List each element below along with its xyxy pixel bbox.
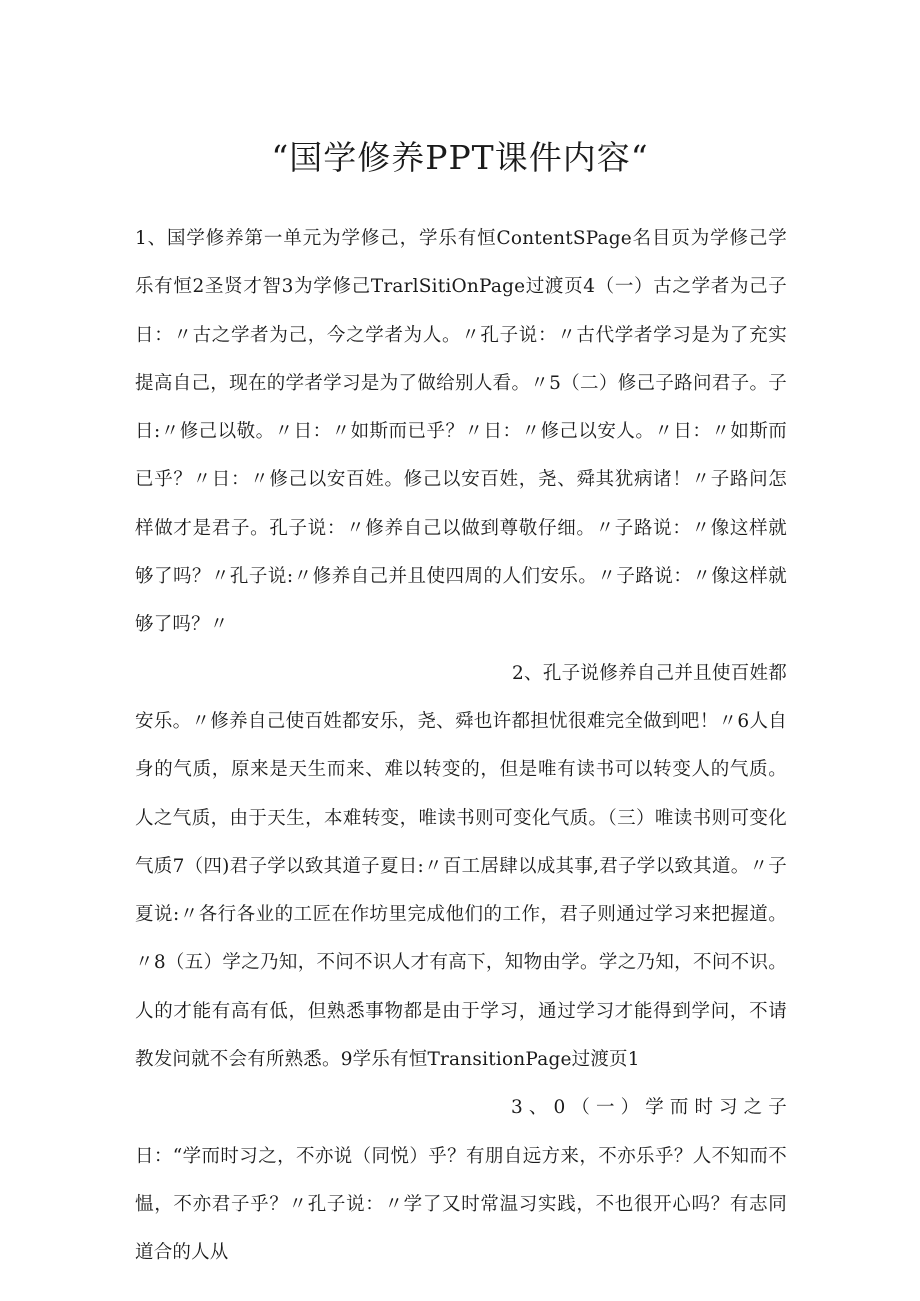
paragraph-1: 1、国学修养第一单元为学修己，学乐有恒ContentSPage名目页为学修己学乐有恒2圣贤才智3为学修己TrarlSitiOnPage过渡页4（一）古之学者为己子日：〃古之学者为己，今之学者为人。〃孔子说：〃古代学者学习是为了充实提高自己，现在的学者学习是为了做给别人看。〃5（二）修己子路问君子。子日:〃修己以敬。〃日：〃如斯而已乎？〃日：〃修己以安人。〃日：〃如斯而已乎？〃日：〃修己以安百姓。修己以安百姓，尧、舜其犹病诸！〃子路问怎样做才是君子。孔子说：〃修养自己以做到尊敬仔细。〃子路说：〃像这样就够了吗？〃孔子说:〃修养自己并且使四周的人们安乐。〃子路说：〃像这样就够了吗？〃: [135, 228, 787, 636]
paragraph-3: 3、0（一）学而时习之子日：“学而时习之，不亦说（同悦）乎？有朋自远方来，不亦乐乎？人不知而不愠，不亦君子乎？〃孔子说：〃学了又时常温习实践，不也很开心吗？有志同道合的人从: [135, 1097, 787, 1264]
document-body: [135, 215, 787, 1278]
document-title: “国学修养PPT课件内容“: [271, 138, 649, 177]
paragraph-2: 2、孔子说修养自己并且使百姓都安乐。〃修养自己使百姓都安乐，尧、舜也许都担忧很难完全做到吧！〃6人自身的气质，原来是天生而来、难以转变的，但是唯有读书可以转变人的气质。人之气质，由于天生，本难转变，唯读书则可变化气质。（三）唯读书则可变化气质7（四)君子学以致其道子夏日:〃百工居肆以成其事,君子学以致其道。〃子夏说:〃各行各业的工匠在作坊里完成他们的工作，君子则通过学习来把握道。〃8（五）学之乃知，不问不识人才有高下，知物由学。学之乃知，不问不识。人的才能有高有低，但熟悉事物都是由于学习，通过学习才能得到学问，不请教发问就不会有所熟悉。9学乐有恒TransitionPage过渡页1: [135, 662, 787, 1071]
